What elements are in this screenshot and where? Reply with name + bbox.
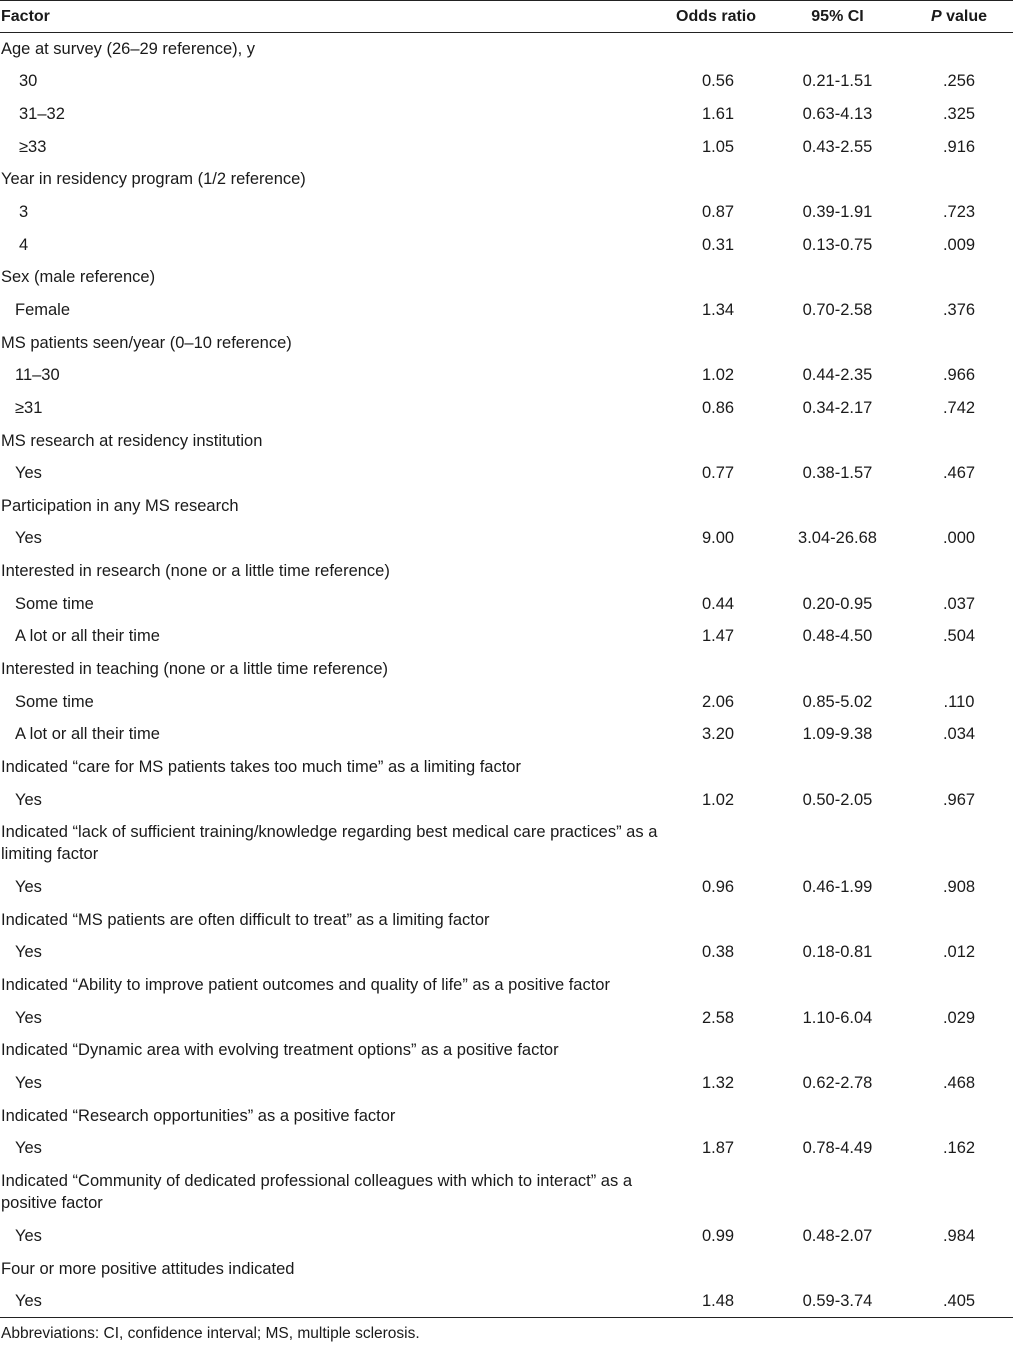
odds-ratio-cell	[670, 489, 770, 522]
odds-ratio-cell: 1.02	[702, 790, 735, 809]
odds-ratio-cell	[670, 326, 770, 359]
odds-ratio-cell: 0.99	[702, 1226, 735, 1245]
table-row	[0, 294, 1013, 327]
odds-ratio-cell	[670, 555, 770, 588]
p-value-cell: .029	[942, 1008, 976, 1027]
factor-level-cell: 11–30	[15, 366, 60, 385]
table-row	[0, 359, 1013, 392]
factor-level-cell: Some time	[15, 692, 94, 711]
ci-cell	[770, 904, 905, 937]
header-factor: Factor	[0, 1, 670, 33]
ci-cell	[770, 969, 905, 1002]
ci-cell: 0.43-2.55	[802, 137, 873, 156]
table-row-group-heading	[0, 163, 1013, 196]
ci-cell	[770, 653, 905, 686]
ci-cell: 0.13-0.75	[802, 235, 873, 254]
table-row-group-heading	[0, 326, 1013, 359]
p-value-cell: .504	[942, 627, 976, 646]
p-value-cell: .908	[942, 878, 976, 897]
factor-heading-cell: Indicated “lack of sufficient training/knowledge regarding best medical care practices” as a limiting factor	[1, 823, 658, 864]
p-value-cell	[905, 1165, 1013, 1220]
p-value-cell: .468	[942, 1074, 976, 1093]
header-p-value	[905, 1, 1013, 33]
odds-ratio-cell: 1.47	[702, 627, 735, 646]
p-value-cell	[905, 261, 1013, 294]
table-row-group-heading	[0, 751, 1013, 784]
p-value-cell: .467	[942, 464, 976, 483]
p-value-cell: .376	[942, 300, 976, 319]
table-row-group-heading	[0, 653, 1013, 686]
table-row	[0, 685, 1013, 718]
table-row-group-heading	[0, 261, 1013, 294]
p-value-cell: .162	[942, 1139, 976, 1158]
table-row	[0, 871, 1013, 904]
odds-ratio-cell: 1.02	[702, 366, 735, 385]
p-value-cell: .405	[905, 1285, 1013, 1318]
p-value-cell: .742	[942, 398, 976, 417]
p-value-cell	[905, 1252, 1013, 1285]
odds-ratio-cell	[670, 1252, 770, 1285]
odds-ratio-cell: 1.34	[702, 300, 735, 319]
odds-ratio-cell	[670, 33, 770, 66]
p-value-cell: .037	[942, 594, 976, 613]
header-95-ci: 95% CI	[770, 1, 905, 33]
ci-cell	[770, 489, 905, 522]
p-value-cell: .000	[942, 529, 976, 548]
table-row	[0, 65, 1013, 98]
odds-ratio-cell	[670, 163, 770, 196]
ci-cell: 1.09-9.38	[802, 725, 873, 744]
odds-ratio-cell: 0.87	[702, 203, 735, 222]
factor-level-cell: Yes	[15, 1139, 42, 1158]
table-header-row	[0, 1, 1013, 33]
ci-cell: 3.04-26.68	[798, 529, 877, 548]
factor-level-cell: A lot or all their time	[15, 627, 160, 646]
factor-level-cell: ≥31	[15, 398, 43, 417]
odds-ratio-cell	[670, 1034, 770, 1067]
ci-cell: 0.59-3.74	[770, 1285, 905, 1318]
p-value-cell: .916	[942, 137, 976, 156]
ci-cell: 0.20-0.95	[802, 594, 873, 613]
odds-ratio-cell: 1.61	[702, 105, 735, 124]
odds-ratio-cell	[670, 1099, 770, 1132]
ci-cell: 0.62-2.78	[802, 1074, 873, 1093]
header-p-rest: value	[941, 7, 988, 25]
table-row	[0, 196, 1013, 229]
odds-ratio-cell: 0.56	[702, 72, 735, 91]
table-row-group-heading	[0, 969, 1013, 1002]
odds-ratio-cell	[670, 653, 770, 686]
factor-level-cell: Female	[15, 300, 71, 319]
p-value-cell: .984	[942, 1226, 976, 1245]
factor-heading-cell: Indicated “Research opportunities” as a positive factor	[1, 1106, 396, 1125]
factor-level-cell: ≥33	[19, 137, 47, 156]
ci-cell: 0.48-2.07	[802, 1226, 873, 1245]
ci-cell	[770, 261, 905, 294]
p-value-cell	[905, 424, 1013, 457]
ci-cell	[770, 1165, 905, 1220]
factor-heading-cell: Four or more positive attitudes indicated	[1, 1259, 295, 1278]
table-row-group-heading	[0, 1165, 1013, 1220]
table-row-group-heading	[0, 555, 1013, 588]
table-row	[0, 130, 1013, 163]
factor-heading-cell: MS research at residency institution	[1, 431, 263, 450]
ci-cell	[770, 424, 905, 457]
ci-cell: 0.78-4.49	[802, 1139, 873, 1158]
factor-heading-cell: Indicated “Community of dedicated professional colleagues with which to interact” as a positive factor	[1, 1172, 632, 1213]
p-value-cell: .325	[942, 105, 976, 124]
factor-heading-cell: Indicated “care for MS patients takes too much time” as a limiting factor	[1, 757, 521, 776]
odds-ratio-cell	[670, 1165, 770, 1220]
factor-level-cell: A lot or all their time	[15, 725, 160, 744]
factor-level-cell: 31–32	[19, 105, 65, 124]
table-row-group-heading	[0, 816, 1013, 871]
table-footnote: Abbreviations: CI, confidence interval; MS, multiple sclerosis.	[1, 1325, 420, 1343]
p-value-cell	[905, 326, 1013, 359]
factor-level-cell: Yes	[15, 1226, 42, 1245]
factor-level-cell: Yes	[15, 790, 42, 809]
table-row	[0, 587, 1013, 620]
ci-cell: 0.70-2.58	[802, 300, 873, 319]
p-value-cell: .110	[943, 692, 975, 711]
p-value-cell	[905, 163, 1013, 196]
ci-cell: 0.85-5.02	[802, 692, 873, 711]
factor-level-cell: 4	[19, 235, 29, 254]
table-row	[0, 1220, 1013, 1253]
ci-cell: 0.39-1.91	[802, 203, 873, 222]
p-value-cell	[905, 1099, 1013, 1132]
factor-level-cell: Yes	[15, 1008, 42, 1027]
odds-ratio-cell: 0.86	[702, 398, 735, 417]
header-p-italic: P	[930, 7, 942, 25]
ci-cell: 0.48-4.50	[802, 627, 873, 646]
odds-ratio-cell: 1.05	[702, 137, 735, 156]
ci-cell	[770, 555, 905, 588]
p-value-cell: .034	[942, 725, 976, 744]
p-value-cell	[905, 904, 1013, 937]
ci-cell	[770, 33, 905, 66]
table-row	[0, 1285, 1013, 1318]
p-value-cell	[905, 1034, 1013, 1067]
header-odds-ratio: Odds ratio	[670, 1, 770, 33]
table-row	[0, 98, 1013, 131]
odds-ratio-cell: 9.00	[702, 529, 735, 548]
odds-ratio-cell: 2.58	[702, 1008, 735, 1027]
ci-cell: 0.44-2.35	[802, 366, 873, 385]
odds-ratio-cell	[670, 424, 770, 457]
ci-cell: 0.18-0.81	[802, 943, 873, 962]
odds-ratio-cell: 2.06	[702, 692, 735, 711]
odds-ratio-cell: 0.44	[702, 594, 735, 613]
ci-cell: 0.46-1.99	[802, 878, 873, 897]
factor-heading-cell: Age at survey (26–29 reference), y	[1, 40, 256, 59]
factor-level-cell: Yes	[15, 878, 42, 897]
p-value-cell: .256	[942, 72, 976, 91]
table-row-group-heading	[0, 489, 1013, 522]
ci-cell: 0.34-2.17	[802, 398, 873, 417]
odds-ratio-cell: 0.77	[702, 464, 735, 483]
factor-level-cell: Yes	[15, 943, 42, 962]
factor-level-cell: Yes	[15, 1074, 42, 1093]
odds-ratio-cell	[670, 969, 770, 1002]
p-value-cell	[905, 816, 1013, 871]
ci-cell: 0.50-2.05	[802, 790, 873, 809]
p-value-cell	[905, 555, 1013, 588]
odds-ratio-cell: 0.38	[702, 943, 735, 962]
table-row	[0, 620, 1013, 653]
ci-cell	[770, 751, 905, 784]
factor-level-cell: Some time	[15, 594, 94, 613]
table-row-group-heading	[0, 424, 1013, 457]
odds-ratio-cell	[670, 816, 770, 871]
ci-cell	[770, 163, 905, 196]
odds-ratio-cell	[670, 261, 770, 294]
odds-ratio-cell	[670, 751, 770, 784]
p-value-cell: .723	[942, 203, 976, 222]
p-value-cell	[905, 489, 1013, 522]
p-value-cell	[905, 751, 1013, 784]
factor-heading-cell: Sex (male reference)	[1, 268, 156, 287]
table-row	[0, 1001, 1013, 1034]
p-value-cell: .009	[942, 235, 976, 254]
factor-level-cell: 30	[19, 72, 38, 91]
ci-cell	[770, 326, 905, 359]
p-value-cell	[905, 653, 1013, 686]
ci-cell	[770, 1099, 905, 1132]
table-row	[0, 392, 1013, 425]
p-value-cell	[905, 33, 1013, 66]
ci-cell: 1.10-6.04	[802, 1008, 873, 1027]
ci-cell	[770, 1034, 905, 1067]
factor-heading-cell: Indicated “Ability to improve patient outcomes and quality of life” as a positive factor	[1, 976, 610, 995]
factor-heading-cell: MS patients seen/year (0–10 reference)	[1, 333, 292, 352]
odds-ratio-cell: 1.48	[670, 1285, 770, 1318]
factor-level-cell: Yes	[0, 1285, 670, 1318]
factor-heading-cell: Year in residency program (1/2 reference)	[1, 170, 306, 189]
odds-ratio-cell: 3.20	[702, 725, 735, 744]
odds-ratio-cell: 0.96	[702, 878, 735, 897]
odds-ratio-cell	[670, 904, 770, 937]
factor-level-cell: Yes	[15, 464, 42, 483]
odds-ratio-cell: 0.31	[702, 235, 735, 254]
factor-heading-cell: Interested in teaching (none or a little time reference)	[1, 659, 389, 678]
table-row-group-heading	[0, 904, 1013, 937]
ci-cell: 0.21-1.51	[802, 72, 873, 91]
table-row-group-heading	[0, 1099, 1013, 1132]
p-value-cell: .966	[942, 366, 976, 385]
p-value-cell: .012	[942, 943, 976, 962]
table-row	[0, 522, 1013, 555]
factor-heading-cell: Interested in research (none or a little time reference)	[1, 562, 390, 581]
table-row-group-heading	[0, 1252, 1013, 1285]
table-row	[0, 457, 1013, 490]
p-value-cell: .967	[942, 790, 976, 809]
odds-ratio-cell: 1.32	[702, 1074, 735, 1093]
table-body	[0, 33, 1013, 1318]
table-row	[0, 1067, 1013, 1100]
ci-cell	[770, 816, 905, 871]
table-row	[0, 1132, 1013, 1165]
table-row	[0, 936, 1013, 969]
factor-level-cell: 3	[19, 203, 29, 222]
ci-cell: 0.38-1.57	[802, 464, 873, 483]
factor-level-cell: Yes	[15, 529, 42, 548]
table-row-group-heading	[0, 1034, 1013, 1067]
p-value-cell	[905, 969, 1013, 1002]
odds-ratio-cell: 1.87	[702, 1139, 735, 1158]
ci-cell: 0.63-4.13	[802, 105, 873, 124]
ci-cell	[770, 1252, 905, 1285]
factor-heading-cell: Indicated “Dynamic area with evolving treatment options” as a positive factor	[1, 1041, 559, 1060]
table-row-group-heading	[0, 33, 1013, 66]
table-row	[0, 228, 1013, 261]
factor-heading-cell: Participation in any MS research	[1, 496, 239, 515]
table-row	[0, 718, 1013, 751]
table-row	[0, 783, 1013, 816]
factor-heading-cell: Indicated “MS patients are often difficult to treat” as a limiting factor	[1, 910, 490, 929]
